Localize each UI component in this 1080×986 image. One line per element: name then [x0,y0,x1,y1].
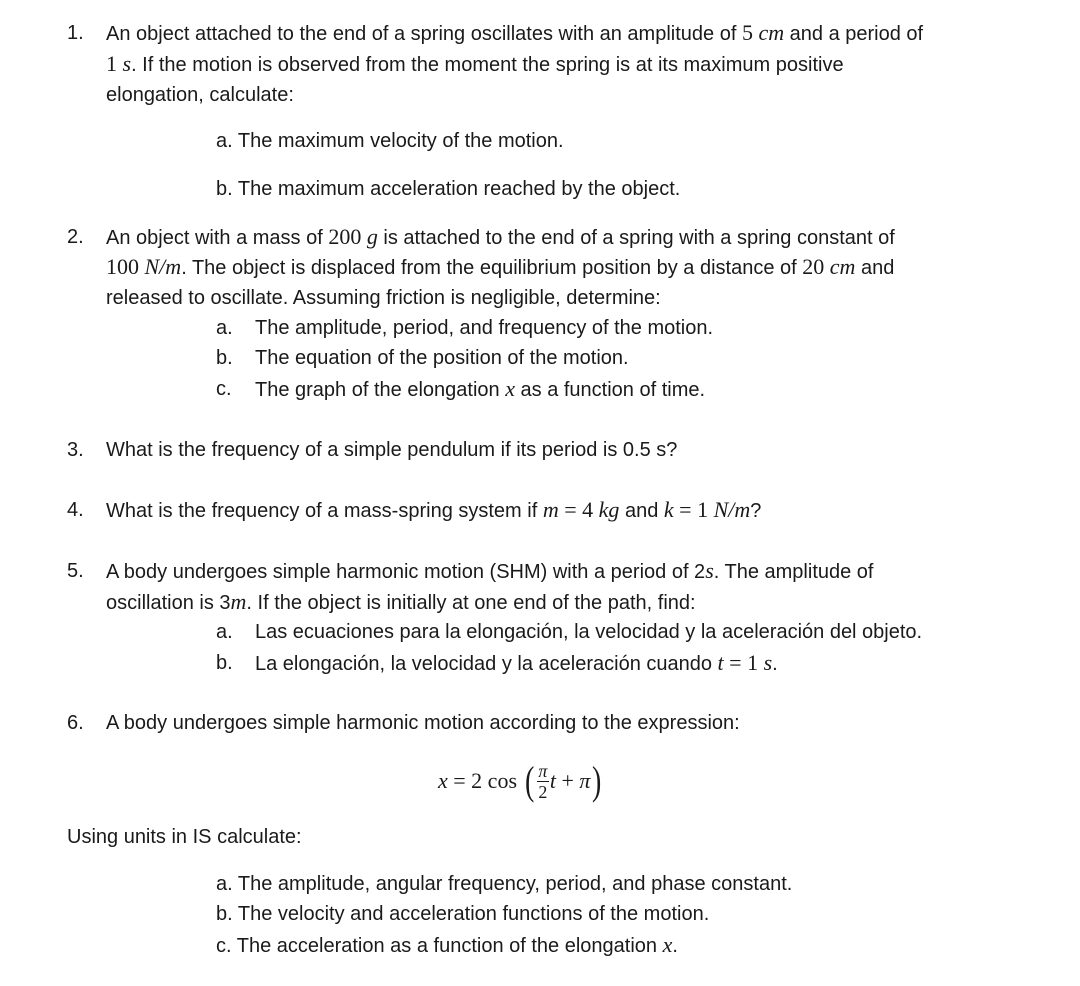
formula-frac-num: π [538,760,548,781]
formula-lhs: x [438,768,448,793]
q6-item-a: a. The amplitude, angular frequency, period, and phase constant. [216,873,793,895]
q6-formula [438,756,604,806]
formula-pi: π [579,768,591,793]
q1-item-b: b. The maximum acceleration reached by the object. [216,178,681,200]
q5-line-2: oscillation is 3m. If the object is initially at one end of the path, find: [106,589,696,614]
q2-item-c-label: c. [216,378,232,400]
q5-number: 5. [67,560,84,582]
q2-number: 2. [67,226,84,248]
q1-line-2: 1 s. If the motion is observed from the moment the spring is at its maximum positive [106,51,844,76]
q5-line-1: A body undergoes simple harmonic motion (SHM) with a period of 2s. The amplitude of [106,558,874,583]
formula-t: t [549,768,556,793]
q6-units-line: Using units in IS calculate: [67,826,302,848]
q2-line-1: An object with a mass of 200 g is attached to the end of a spring with a spring constant of [106,224,895,249]
q3-number: 3. [67,439,84,461]
q2-item-c: The graph of the elongation x as a function of time. [255,376,706,401]
q2-item-a-label: a. [216,317,233,339]
formula-eq: = 2 cos [447,768,523,793]
q2-item-b-label: b. [216,347,233,369]
q2-line-3: released to oscillate. Assuming friction is negligible, determine: [106,287,661,309]
q2-item-b: The equation of the position of the motion. [255,347,629,369]
formula-frac-den: 2 [538,781,548,802]
q5-item-a: Las ecuaciones para la elongación, la velocidad y la aceleración del objeto. [255,621,923,643]
formula-open-paren: ( [524,758,534,803]
formula-fraction [537,761,549,802]
q1-line-1: An object attached to the end of a spring oscillates with an amplitude of 5 cm and a period of [106,20,924,45]
q5-item-b: La elongación, la velocidad y la aceleración cuando t = 1 s. [255,650,778,675]
q2-line-2: 100 N/m. The object is displaced from the equilibrium position by a distance of 20 cm and [106,254,895,279]
q2-item-a: The amplitude, period, and frequency of the motion. [255,317,714,339]
q6-text: A body undergoes simple harmonic motion according to the expression: [106,712,740,734]
q1-number: 1. [67,22,84,44]
q5-item-a-label: a. [216,621,233,643]
q4-text: What is the frequency of a mass-spring system if m = 4 kg and k = 1 N/m? [106,497,762,522]
q1-line-3: elongation, calculate: [106,84,294,106]
q3-text: What is the frequency of a simple pendulum if its period is 0.5 s? [106,439,678,461]
q6-number: 6. [67,712,84,734]
q6-item-b: b. The velocity and acceleration functions of the motion. [216,903,710,925]
formula-plus: + [555,768,580,793]
q1-item-a: a. The maximum velocity of the motion. [216,130,564,152]
q4-number: 4. [67,499,84,521]
q6-item-c: c. The acceleration as a function of the elongation x. [216,932,678,957]
q5-item-b-label: b. [216,652,233,674]
formula-close-paren: ) [592,758,602,803]
